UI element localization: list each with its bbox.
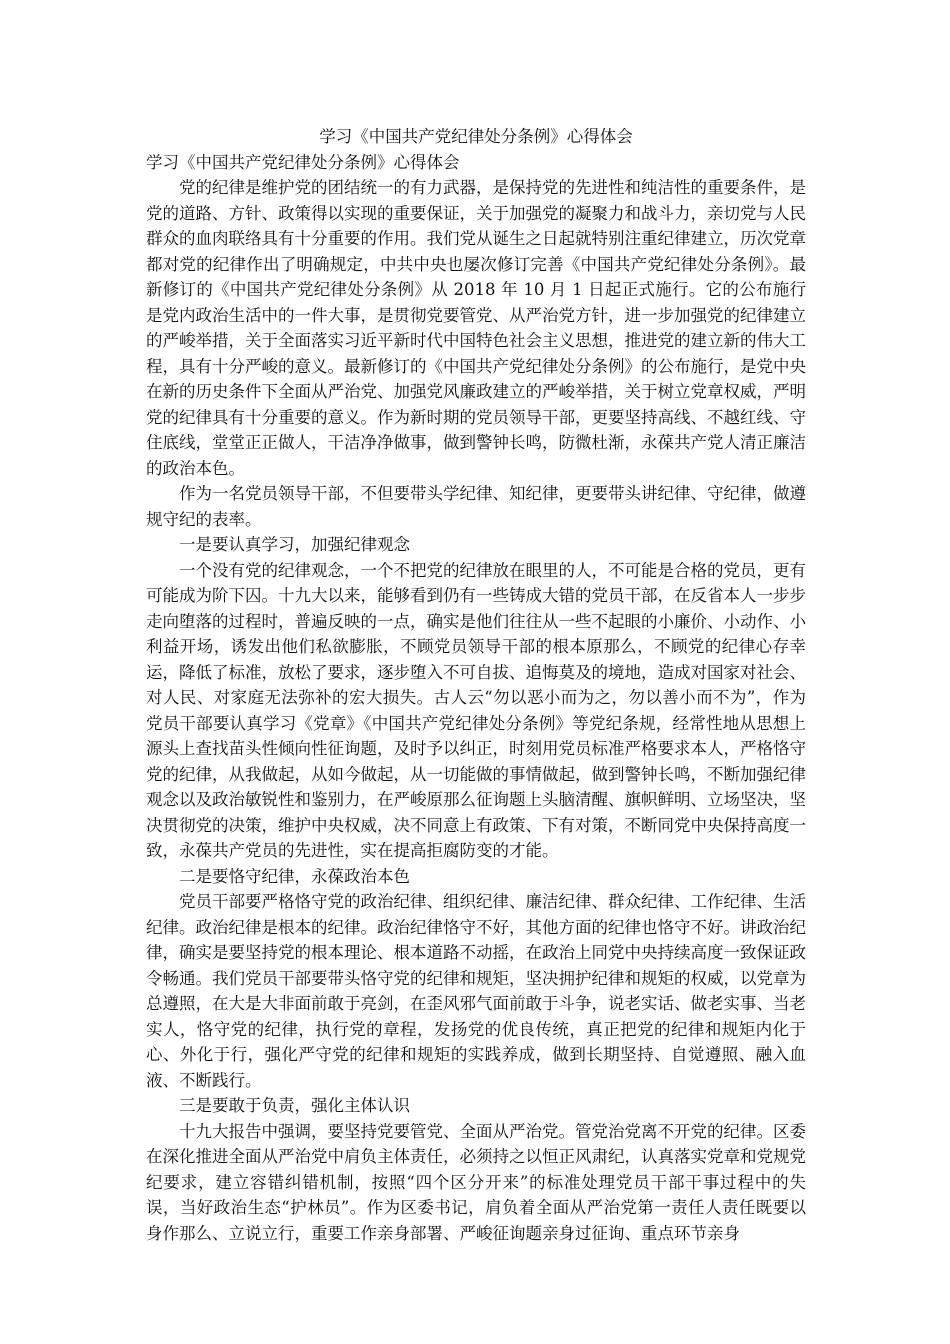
- document-page: [146, 124, 806, 1246]
- section-heading-1: 一是要认真学习，加强纪律观念: [179, 535, 410, 554]
- paragraph-section-2: 党员干部要严格恪守党的政治纪律、组织纪律、廉洁纪律、群众纪律、工作纪律、生活纪律。政治纪律是根本的纪律。政治纪律恪守不好，其他方面的纪律也恪守不好。讲政治纪律，确实是要坚持党的根本理论、根本道路不动摇，在政治上同党中央持续高度一致保证政令畅通。我们党员干部要带头恪守党的纪律和规矩，坚决拥护纪律和规矩的权威，以党章为总遵照，在大是大非面前敢于亮剑，在歪风邪气面前敢于斗争，说老实话、做老实事、当老实人，恪守党的纪律，执行党的章程，发扬党的优良传统，真正把党的纪律和规矩内化于心、外化于行，强化严守党的纪律和规矩的实践养成，做到长期坚持、自觉遵照、融入血液、不断践行。: [146, 892, 806, 1090]
- document-title: 学习《中国共产党纪律处分条例》心得体会: [319, 127, 633, 146]
- paragraph-intro: 党的纪律是维护党的团结统一的有力武器，是保持党的先进性和纯洁性的重要条件，是党的道路、方针、政策得以实现的重要保证，关于加强党的凝聚力和战斗力，亲切党与人民群众的血肉联络具有十分重要的作用。我们党从诞生之日起就特别注重纪律建立，历次党章都对党的纪律作出了明确规定，中共中央也屡次修订完善《中国共产党纪律处分条例》。最新修订的《中国共产党纪律处分条例》从 2018 年 10 月 1 日起正式施行。它的公布施行是党内政治生活中的一件大事，是贯彻党要管党、从严治党方针，进一步加强党的纪律建立的严峻举措，关于全面落实习近平新时代中国特色社会主义思想，推进党的建立新的伟大工程，具有十分严峻的意义。最新修订的《中国共产党纪律处分条例》的公布施行，是党中央在新的历史条件下全面从严治党、加强党风廉政建立的严峻举措，关于树立党章权威，严明党的纪律具有十分重要的意义。作为新时期的党员领导干部，更要坚持高线、不越红线、守住底线，堂堂正正做人，干洁净净做事，做到警钟长鸣，防微杜渐，永葆共产党人清正廉洁的政治本色。: [146, 178, 806, 478]
- section-heading-2: 二是要恪守纪律，永葆政治本色: [179, 866, 410, 886]
- paragraph-section-1: 一个没有党的纪律观念，一个不把党的纪律放在眼里的人，不可能是合格的党员，更有可能成为阶下囚。十九大以来，能够看到仍有一些铸成大错的党员干部，在反省本人一步步走向堕落的过程时，普遍反映的一点，确实是他们往往从一些不起眼的小廉价、小动作、小利益开场，诱发出他们私欲膨胀，不顾党员领导干部的根本原那么，不顾党的纪律心存幸运，降低了标准，放松了要求，逐步堕入不可自拔、追悔莫及的境地，造成对国家对社会、对人民、对家庭无法弥补的宏大损失。古人云“勿以恶小而为之，勿以善小而不为”，作为党员干部要认真学习《党章》《中国共产党纪律处分条例》等党纪条规，经常性地从思想上源头上查找苗头性倾向性征询题，及时予以纠正，时刻用党员标准严格要求本人，严格恪守党的纪律，从我做起，从如今做起，从一切能做的事情做起，做到警钟长鸣，不断加强纪律观念以及政治敏锐性和鉴别力，在严峻原那么征询题上头脑清醒、旗帜鲜明、立场坚决，坚决贯彻党的决策，维护中央权威，决不同意上有政策、下有对策，不断同党中央保持高度一致，永葆共产党员的先进性，实在提高拒腐防变的才能。: [146, 560, 806, 860]
- paragraph-role: 作为一名党员领导干部，不但要带头学纪律、知纪律，更要带头讲纪律、守纪律，做遵规守纪的表率。: [146, 484, 806, 529]
- paragraph-section-3: 十九大报告中强调，要坚持党要管党、全面从严治党。管党治党离不开党的纪律。区委在深化推进全面从严治党中肩负主体责任，必须持之以恒正风肃纪，认真落实党章和党规党纪要求，建立容错纠错机制，按照“四个区分开来”的标准处理党员干部干事过程中的失误，当好政治生态“护林员”。作为区委书记，肩负着全面从严治党第一责任人责任既要以身作那么、立说立行，重要工作亲身部署、严峻征询题亲身过征询、重点环节亲身: [146, 1121, 806, 1243]
- section-heading-3: 三是要敢于负责，强化主体认识: [179, 1096, 410, 1115]
- document-subtitle: 学习《中国共产党纪律处分条例》心得体会: [146, 152, 460, 172]
